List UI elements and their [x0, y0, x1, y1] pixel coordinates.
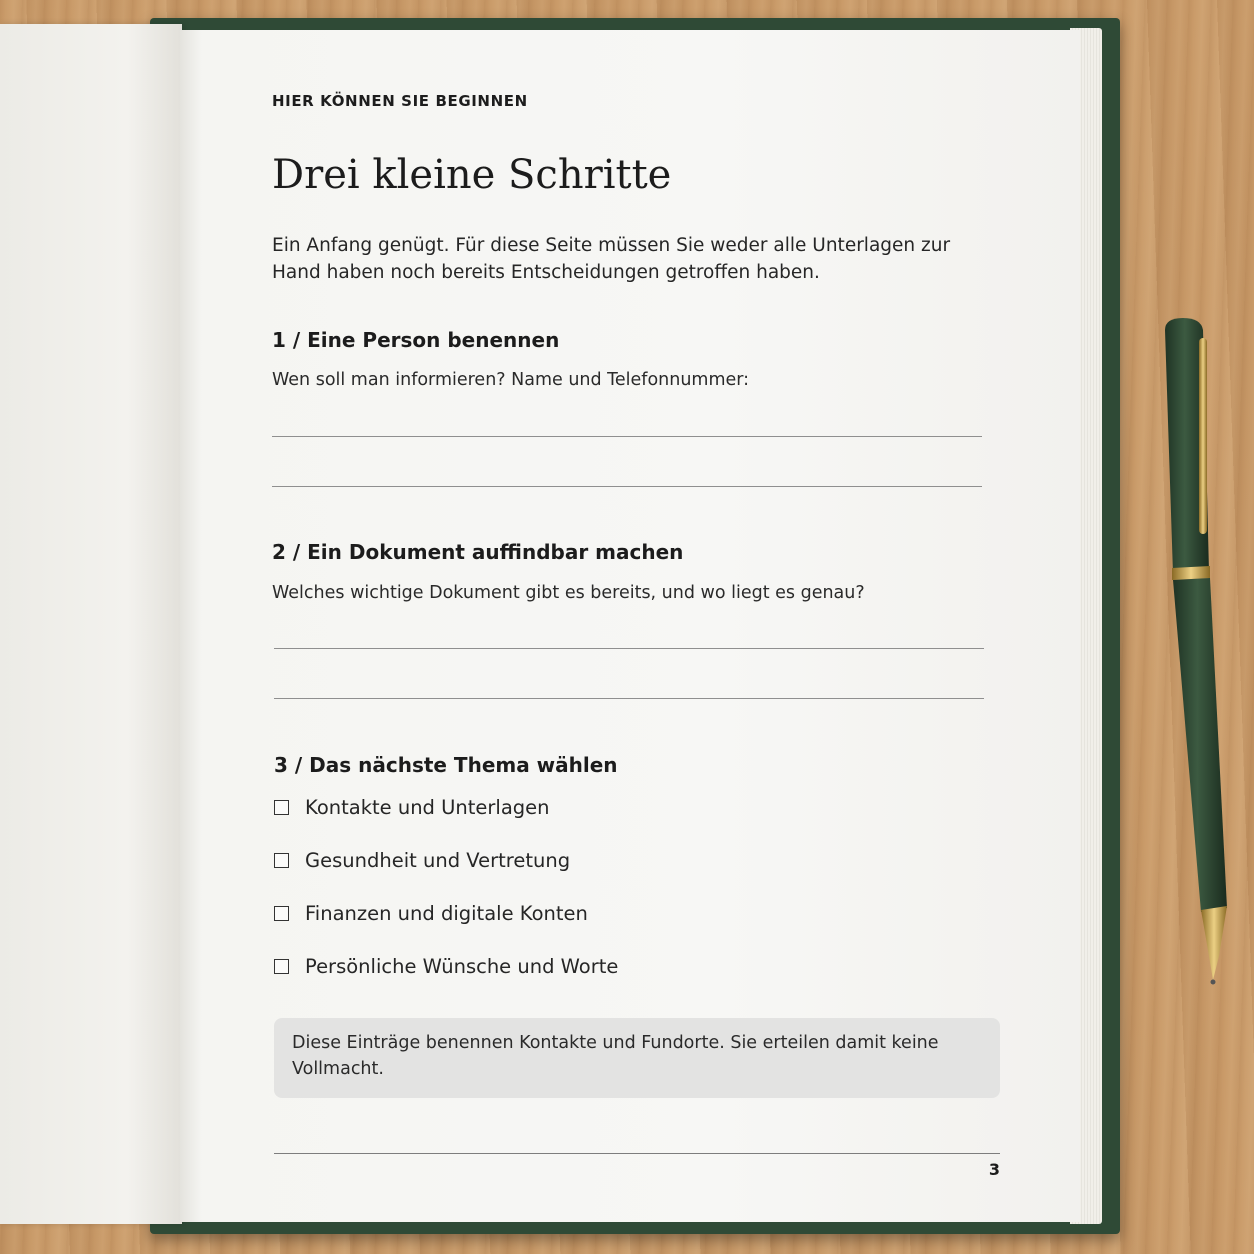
section-1-prompt: Wen soll man informieren? Name und Telefonnummer: [272, 370, 750, 390]
option-contacts[interactable] [274, 796, 550, 819]
left-page [0, 24, 182, 1224]
info-note: Diese Einträge benennen Kontakte und Fundorte. Sie erteilen damit keine Vollmacht. [274, 1018, 1000, 1098]
page-number: 3 [988, 1160, 1000, 1179]
section-2-prompt: Welches wichtige Dokument gibt es bereits, und wo liegt es genau? [272, 583, 865, 603]
right-page [180, 30, 1080, 1222]
option-wishes[interactable] [274, 955, 618, 978]
option-label: Kontakte und Unterlagen [305, 796, 550, 819]
page-title: Drei kleine Schritte [272, 152, 672, 198]
option-finances[interactable] [274, 902, 588, 925]
option-health[interactable] [274, 849, 570, 872]
pen-icon [1155, 316, 1235, 988]
checkbox-icon[interactable] [274, 906, 289, 921]
checkbox-icon[interactable] [274, 853, 289, 868]
checkbox-icon[interactable] [274, 959, 289, 974]
answer-line-1a[interactable] [272, 436, 982, 437]
option-label: Persönliche Wünsche und Worte [305, 955, 619, 978]
answer-line-2b[interactable] [274, 698, 984, 699]
answer-line-2a[interactable] [274, 648, 984, 649]
section-1-title: 1 / Eine Person benennen [272, 328, 560, 352]
section-3-title: 3 / Das nächste Thema wählen [274, 753, 618, 777]
footer-divider [274, 1153, 1000, 1154]
page-kicker: HIER KÖNNEN SIE BEGINNEN [272, 92, 528, 110]
option-label: Gesundheit und Vertretung [305, 849, 571, 872]
intro-text: Ein Anfang genügt. Für diese Seite müssen Sie weder alle Unterlagen zur Hand haben noch bereits Entscheidungen getroffen haben. [272, 235, 951, 283]
answer-line-1b[interactable] [272, 486, 982, 487]
option-label: Finanzen und digitale Konten [305, 902, 588, 925]
section-2-title: 2 / Ein Dokument auffindbar machen [272, 540, 684, 564]
checkbox-icon[interactable] [274, 800, 289, 815]
